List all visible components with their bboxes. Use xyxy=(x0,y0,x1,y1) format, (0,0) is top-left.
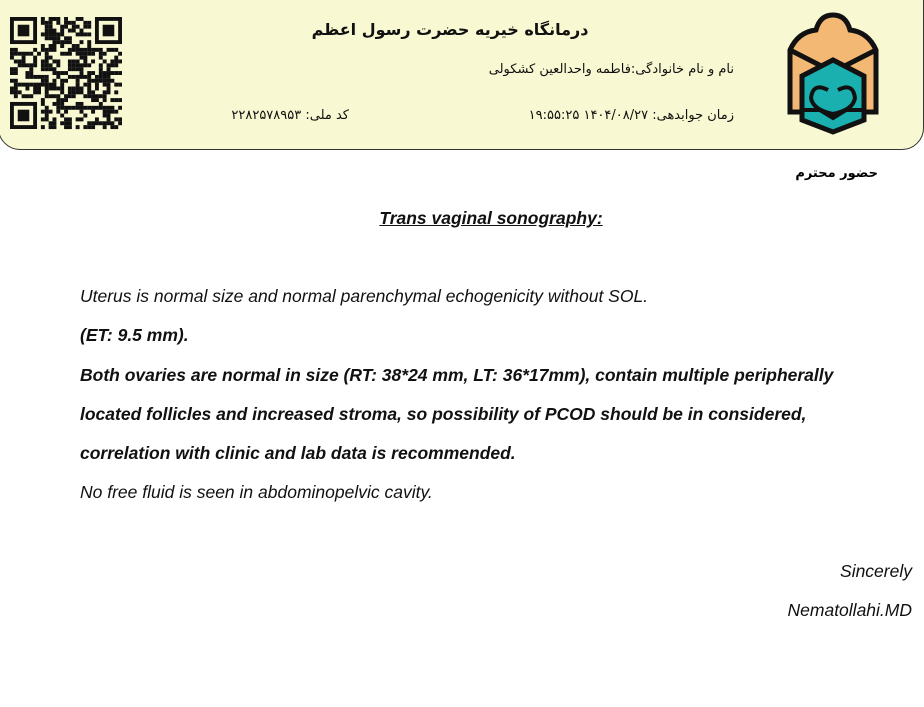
report-line: correlation with clinic and lab data is recommended. xyxy=(80,443,516,463)
report-title: Trans vaginal sonography: xyxy=(379,208,603,228)
signature: Nematollahi.MD xyxy=(787,600,912,620)
greeting: حضور محترم xyxy=(795,166,878,181)
time-label: زمان جوابدهی: xyxy=(652,108,734,123)
report-line: No free fluid is seen in abdominopelvic cavity. xyxy=(80,482,433,502)
name-label: نام و نام خانوادگی: xyxy=(630,62,734,77)
report-line: Both ovaries are normal in size (RT: 38*24 mm, LT: 36*17mm), contain multiple peripherally xyxy=(80,365,834,385)
clinic-name: درمانگاه خیریه حضرت رسول اعظم xyxy=(311,20,589,39)
name-value: فاطمه واحدالعین کشکولی xyxy=(488,62,631,77)
closing: Sincerely xyxy=(840,561,912,581)
report-line: Uterus is normal size and normal parenchymal echogenicity without SOL. xyxy=(80,286,649,306)
nid-label: کد ملی: xyxy=(305,108,349,123)
report-line: located follicles and increased stroma, so possibility of PCOD should be in considered, xyxy=(80,404,807,424)
nid-value: ۲۲۸۲۵۷۸۹۵۳ xyxy=(231,108,302,123)
report-line: (ET: 9.5 mm). xyxy=(80,325,189,345)
time-value: ۱۴۰۴/۰۸/۲۷ ۱۹:۵۵:۲۵ xyxy=(528,108,649,123)
